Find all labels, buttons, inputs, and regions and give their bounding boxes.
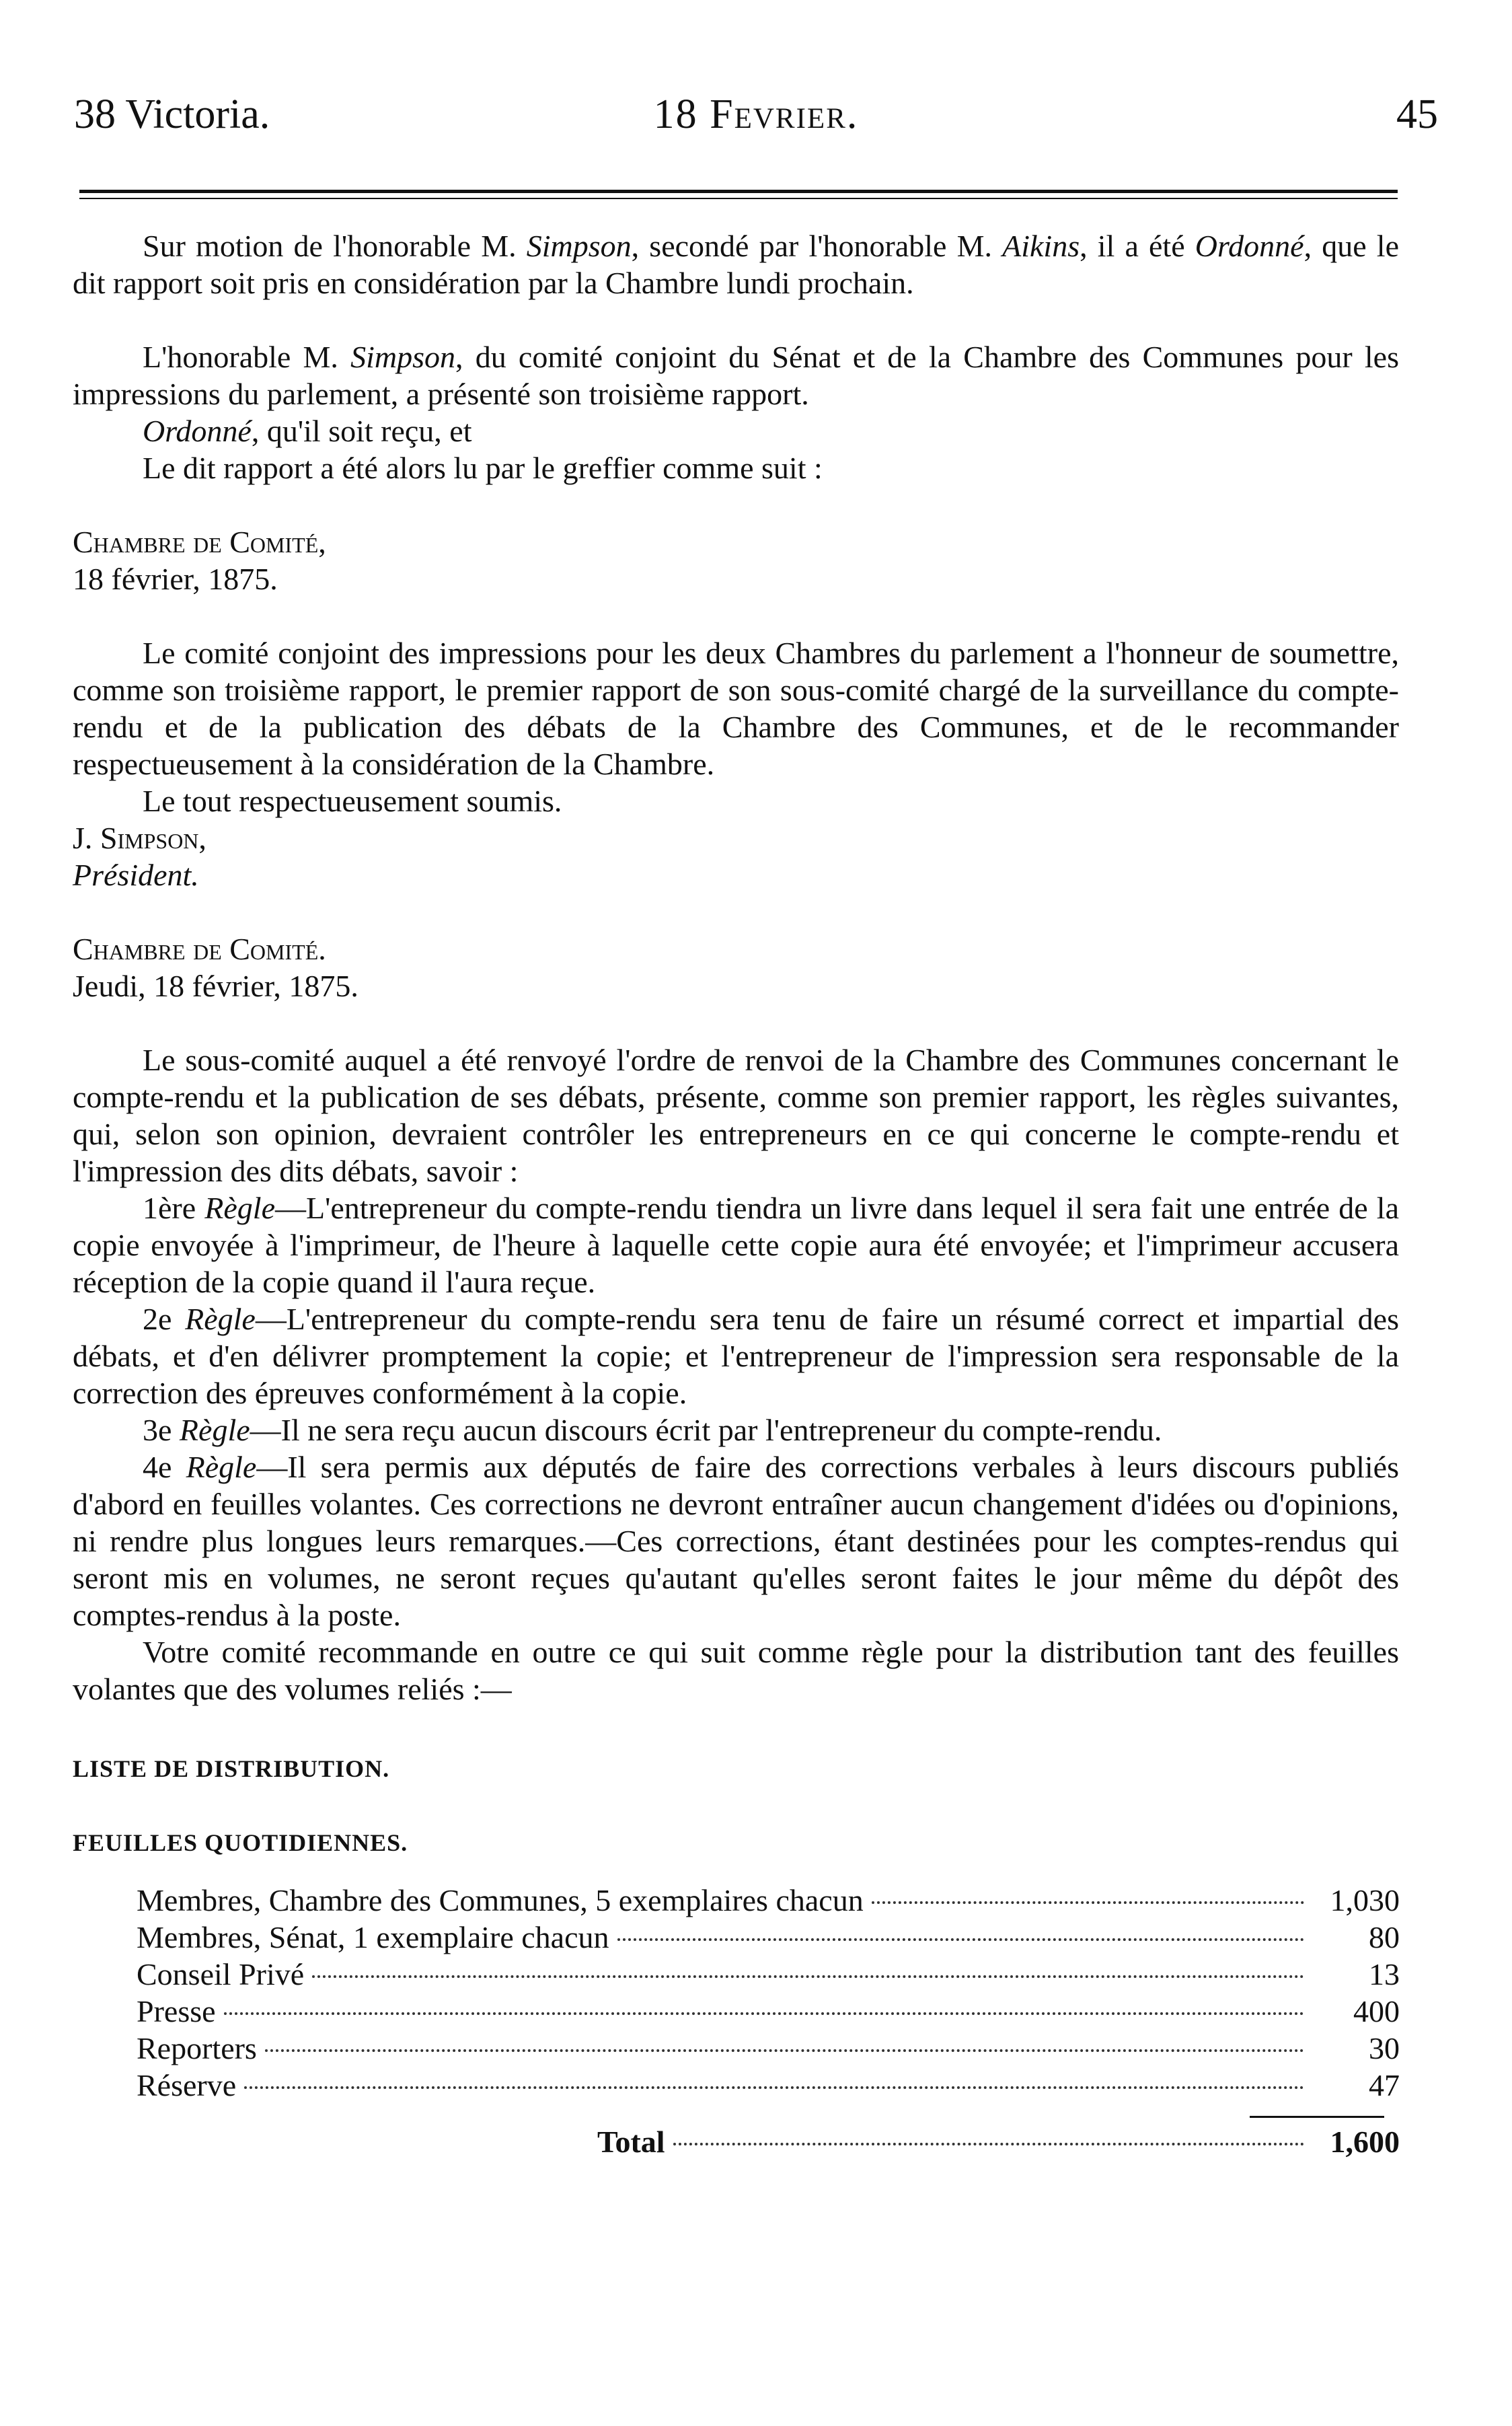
distribution-table	[137, 1882, 1400, 2104]
signatory-name: J. Simpson,	[73, 821, 206, 855]
respectfully-submitted: Le tout respectueusement soumis.	[143, 784, 562, 818]
third-report-paragraph: Le comité conjoint des impressions pour les deux Chambres du parlement a l'honneur de soumettre, comme son troisième rapport, le premier rapport de son sous-comité chargé de la surveillance du compte-rendu et de la publication des débats de la Chambre des Communes, et de le recommander respectueusement à la considération de la Chambre.	[73, 636, 1399, 781]
session-label: 38 Victoria.	[74, 91, 270, 137]
rule-2: 2e Règle—L'entrepreneur du compte-rendu sera tenu de faire un résumé correct et impartial des débats, et d'en délivrer promptement la copie; et l'entrepreneur de l'impression sera responsable de la correction des épreuves conformément à la copie.	[73, 1302, 1400, 1410]
committee-room-label-2: Chambre de Comité.	[73, 932, 326, 966]
motion-paragraph: Sur motion de l'honorable M. Simpson, secondé par l'honorable M. Aikins, il a été Ordonné, que le dit rapport soit pris en considération par la Chambre lundi prochain.	[73, 229, 1399, 300]
distribution-row: Conseil Privé 13	[137, 1957, 1400, 1991]
order-paragraph: Ordonné, qu'il soit reçu, et	[143, 414, 472, 448]
signatory-title: Président.	[73, 858, 199, 892]
date-heading: 18 Fevrier.	[653, 91, 859, 137]
distribution-row: Membres, Chambre des Communes, 5 exemplaires chacun 1,030	[137, 1883, 1400, 1917]
distribution-row: Réserve 47	[137, 2068, 1400, 2102]
distribution-row: Reporters 30	[137, 2031, 1400, 2065]
rule-4: 4e Règle—Il sera permis aux députés de faire des corrections verbales à leurs discours publiés d'abord en feuilles volantes. Ces corrections ne devront entraîner aucun changement d'idées ou d'opinions, ni rendre plus longues leurs remarques.—Ces corrections, étant destinées pour les comptes-rendus qui seront mis en volumes, ne seront reçues qu'autant qu'elles seront faites le jour même du dépôt des comptes-rendus à la poste.	[73, 1450, 1400, 1632]
total-rule	[1250, 2116, 1384, 2118]
rule-1: 1ère Règle—L'entrepreneur du compte-rendu tiendra un livre dans lequel il sera fait une entrée de la copie envoyée à l'imprimeur, de l'heure à laquelle cette copie aura été envoyée; et l'imprimeur accusera réception de la copie quand il l'aura reçue.	[73, 1191, 1399, 1299]
header-rule-thin	[79, 198, 1398, 199]
committee-room-label: Chambre de Comité,	[73, 525, 326, 559]
distribution-list-title: LISTE DE DISTRIBUTION.	[73, 1755, 390, 1782]
report-paragraph: L'honorable M. Simpson, du comité conjoint du Sénat et de la Chambre des Communes pour les impressions du parlement, a présenté son troisième rapport.	[73, 340, 1399, 411]
report-date: 18 février, 1875.	[73, 562, 278, 596]
daily-sheets-subtitle: FEUILLES QUOTIDIENNES.	[73, 1829, 408, 1856]
total-row: Total 1,600	[597, 2125, 1400, 2159]
distribution-row: Membres, Sénat, 1 exemplaire chacun 80	[137, 1920, 1400, 1954]
header-rule-thick	[79, 190, 1398, 193]
page-header	[74, 91, 1438, 158]
rule-3: 3e Règle—Il ne sera reçu aucun discours écrit par l'entrepreneur du compte-rendu.	[143, 1413, 1162, 1447]
recommendation-paragraph: Votre comité recommande en outre ce qui suit comme règle pour la distribution tant des feuilles volantes que des volumes reliés :—	[73, 1635, 1399, 1706]
reading-paragraph: Le dit rapport a été alors lu par le greffier comme suit :	[143, 451, 823, 485]
subcommittee-paragraph: Le sous-comité auquel a été renvoyé l'ordre de renvoi de la Chambre des Communes concernant le compte-rendu et la publication de ses débats, présente, comme son premier rapport, les règles suivantes, qui, selon son opinion, devraient contrôler les entrepreneurs en ce qui concerne le compte-rendu et l'impression des dits débats, savoir :	[73, 1043, 1399, 1188]
page-number: 45	[1396, 91, 1438, 137]
document-body	[73, 227, 1399, 2160]
distribution-row: Presse 400	[137, 1994, 1400, 2028]
meeting-date: Jeudi, 18 février, 1875.	[73, 969, 358, 1003]
